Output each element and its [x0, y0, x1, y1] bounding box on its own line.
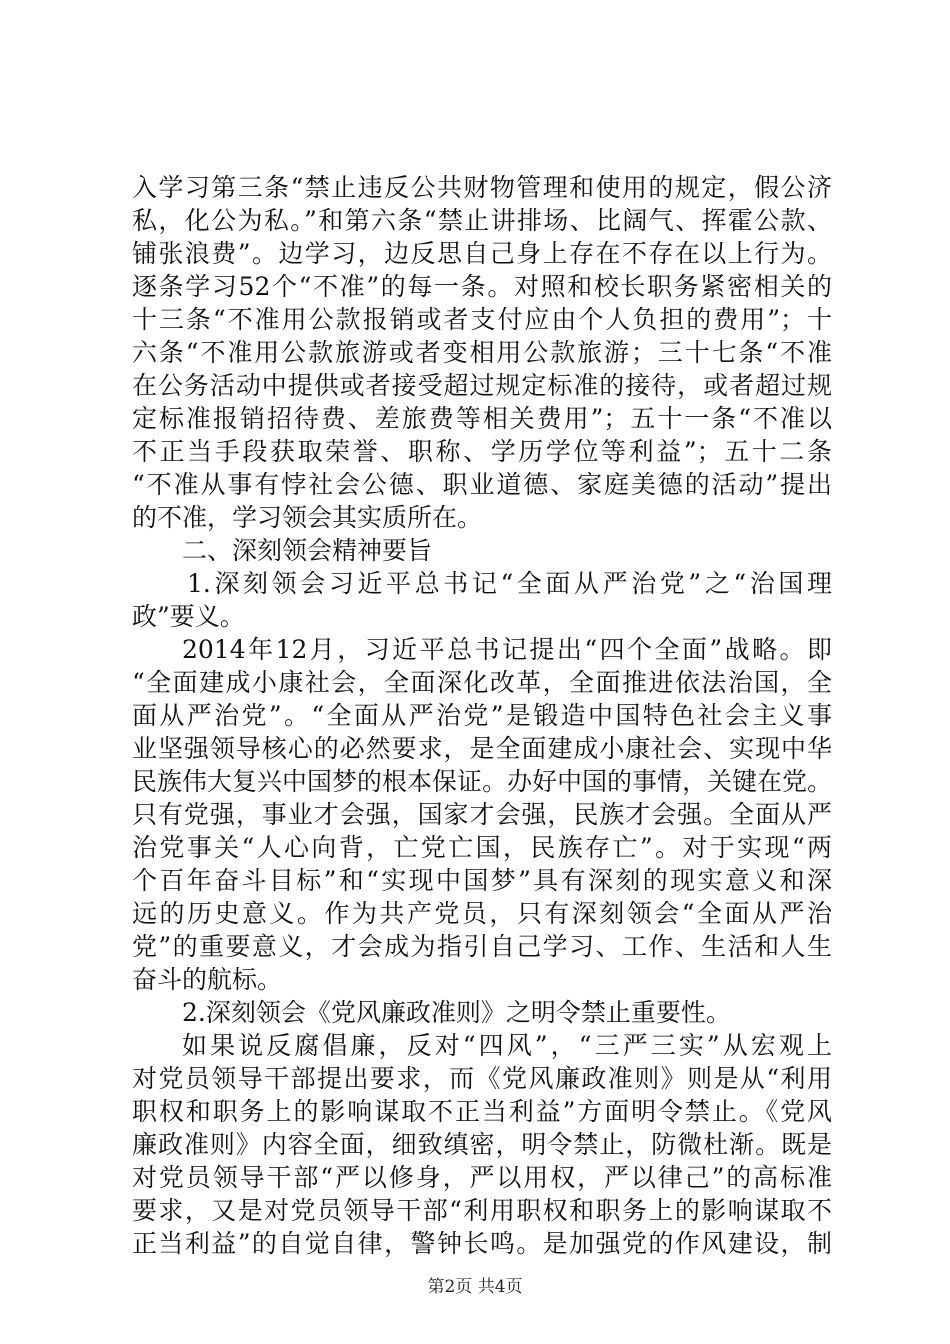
text-line: 在公务活动中提供或者接受超过规定标准的接待，或者超过规 — [132, 371, 832, 400]
text-line: 廉政准则》内容全面，细致缜密，明令禁止，防微杜渐。既是 — [132, 1130, 832, 1159]
text-line: 定标准报销招待费、差旅费等相关费用”；五十一条“不准以 — [132, 404, 832, 433]
text-line: 私，化公为私。”和第六条“禁止讲排场、比阔气、挥霍公款、 — [132, 206, 832, 235]
text-line: 只有党强，事业才会强，国家才会强，民族才会强。全面从严 — [132, 800, 832, 829]
text-line: 要求，又是对党员领导干部“利用职权和职务上的影响谋取不 — [132, 1196, 832, 1225]
text-line: 1.深刻领会习近平总书记“全面从严治党”之“治国理 — [187, 569, 832, 598]
text-line: 业坚强领导核心的必然要求，是全面建成小康社会、实现中华 — [132, 734, 832, 763]
text-line: 入学习第三条“禁止违反公共财物管理和使用的规定，假公济 — [132, 173, 832, 202]
text-line: 铺张浪费”。边学习，边反思自己身上存在不存在以上行为。 — [132, 239, 832, 268]
text-line: 面从严治党”。“全面从严治党”是锻造中国特色社会主义事 — [132, 701, 832, 730]
text-line: 如果说反腐倡廉，反对“四风”，“三严三实”从宏观上 — [182, 1031, 832, 1060]
text-line: 治党事关“人心向背，亡党亡国，民族存亡”。对于实现“两 — [132, 833, 832, 862]
text-line: 的不准，学习领会其实质所在。 — [132, 503, 483, 532]
text-line: 对党员领导干部提出要求，而《党风廉政准则》则是从“利用 — [132, 1064, 832, 1093]
text-line: 二、深刻领会精神要旨 — [182, 536, 433, 565]
text-line: 2014年12月，习近平总书记提出“四个全面”战略。即 — [182, 635, 832, 664]
text-line: 党”的重要意义，才会成为指引自己学习、工作、生活和人生 — [132, 932, 832, 961]
text-line: 民族伟大复兴中国梦的根本保证。办好中国的事情，关键在党。 — [132, 767, 832, 796]
text-line: 政”要义。 — [132, 602, 245, 631]
page-footer: 第2页 共4页 — [427, 1277, 523, 1297]
text-line: 职权和职务上的影响谋取不正当利益”方面明令禁止。《党风 — [132, 1097, 832, 1126]
text-line: 奋斗的航标。 — [132, 965, 283, 994]
text-line: 2.深刻领会《党风廉政准则》之明令禁止重要性。 — [182, 998, 731, 1027]
document-body — [132, 171, 832, 1260]
text-line: 个百年奋斗目标”和“实现中国梦”具有深刻的现实意义和深 — [132, 866, 832, 895]
text-line: “全面建成小康社会，全面深化改革，全面推进依法治国，全 — [132, 668, 832, 697]
text-line: 逐条学习52个“不准”的每一条。对照和校长职务紧密相关的 — [132, 272, 832, 301]
text-line: 远的历史意义。作为共产党员，只有深刻领会“全面从严治 — [132, 899, 832, 928]
text-line: 正当利益”的自觉自律，警钟长鸣。是加强党的作风建设，制 — [132, 1229, 832, 1258]
text-line: 不正当手段获取荣誉、职称、学历学位等利益”；五十二条 — [132, 437, 832, 466]
text-line: 十三条“不准用公款报销或者支付应由个人负担的费用”；十 — [132, 305, 832, 334]
text-line: 六条“不准用公款旅游或者变相用公款旅游；三十七条“不准 — [132, 338, 832, 367]
text-line: “不准从事有悖社会公德、职业道德、家庭美德的活动”提出 — [132, 470, 832, 499]
text-line: 对党员领导干部“严以修身，严以用权，严以律己”的高标准 — [132, 1163, 832, 1192]
